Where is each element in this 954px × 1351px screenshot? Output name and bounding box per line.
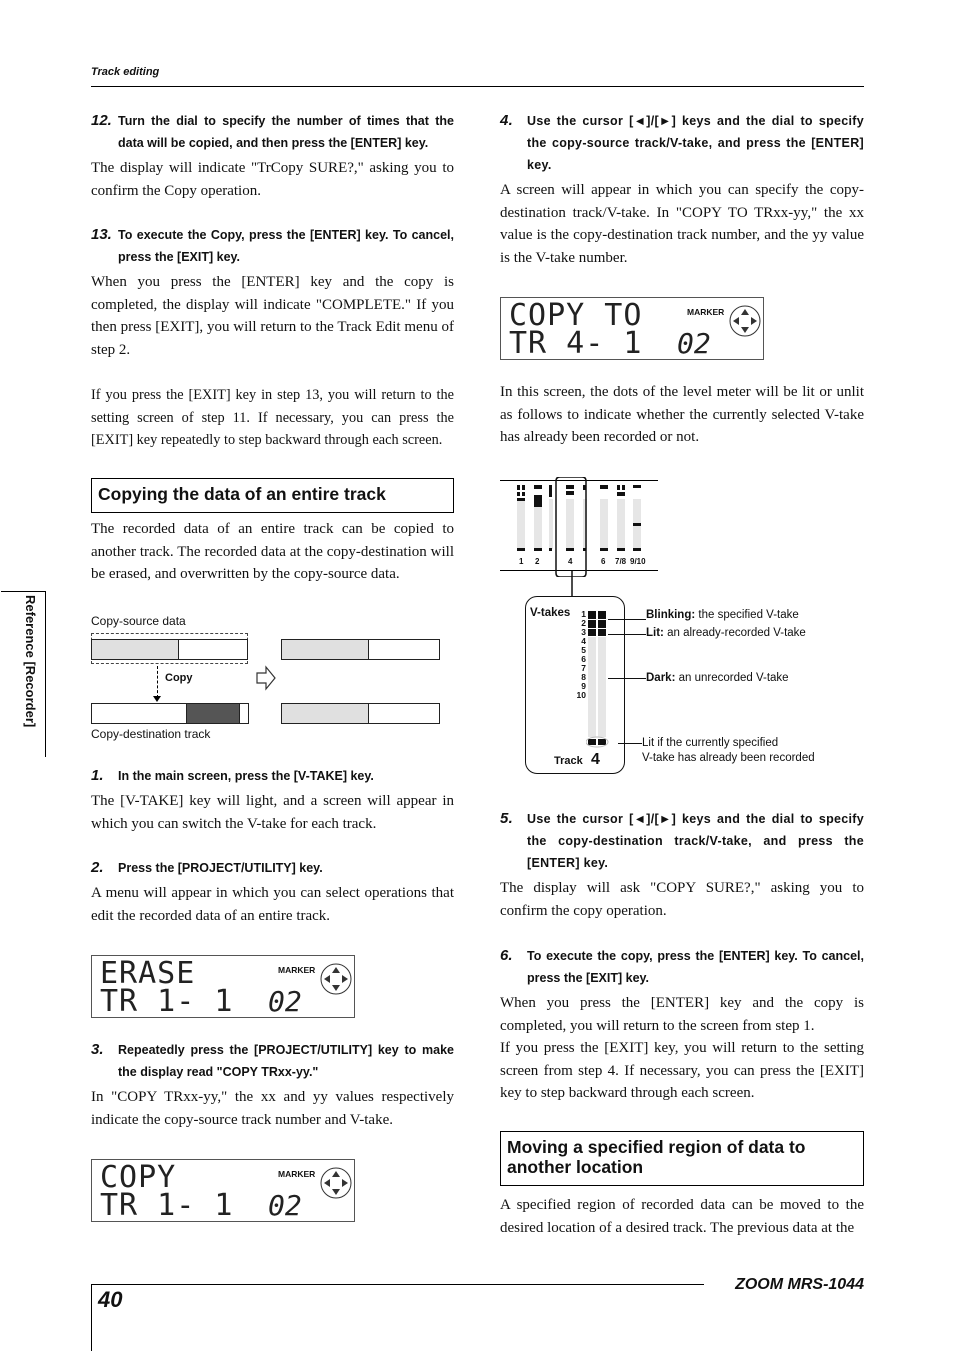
vtakes-label: V-takes bbox=[530, 607, 571, 619]
lcd-line-2: TR 1- 1 bbox=[100, 984, 234, 1019]
section-heading-2: Moving a specified region of data to another location bbox=[500, 1131, 864, 1186]
step-text: In the main screen, press the [V-TAKE] key. bbox=[118, 769, 374, 783]
paragraph: If you press the [EXIT] key in step 13, you will return to the setting screen of step 11. If necessary, you can press the [EXIT] key repeatedly to step backward through each screen. bbox=[91, 387, 454, 448]
lcd-value: 02 bbox=[677, 327, 711, 360]
result-bottom-white bbox=[368, 703, 440, 724]
callout-line bbox=[608, 619, 646, 620]
cursor-keys-icon bbox=[728, 304, 762, 338]
paragraph: The display will ask "COPY SURE?," asking you to confirm the copy operation. bbox=[500, 880, 864, 919]
step-number: 2. bbox=[91, 859, 104, 876]
step-text: Repeatedly press the [PROJECT/UTILITY] key to make the display read "COPY TRxx-yy." bbox=[118, 1043, 454, 1079]
paragraph: The recorded data of an entire track can be copied to another track. The recorded data at the copy-destination will be erased, and overwritten by the copy-source data. bbox=[91, 521, 454, 582]
callout-line bbox=[618, 743, 642, 744]
step-text: Use the cursor [◄]/[►] keys and the dial to specify the copy-source track/V-take, and press the [ENTER] key. bbox=[527, 114, 864, 172]
legend-bottom-note bbox=[642, 736, 815, 766]
lcd-value: 02 bbox=[268, 985, 302, 1018]
step-number: 12. bbox=[91, 112, 112, 129]
dest-label: Copy-destination track bbox=[91, 727, 211, 741]
legend-lit bbox=[646, 627, 806, 639]
lcd-line-1: COPY TO bbox=[509, 298, 643, 333]
result-top-white bbox=[368, 639, 440, 660]
vtake-number: 6 bbox=[581, 654, 586, 664]
legend-blinking bbox=[646, 609, 799, 621]
vtake-number: 9 bbox=[581, 681, 586, 691]
callout-line bbox=[608, 634, 646, 635]
result-top-gray bbox=[281, 639, 369, 660]
dest-bar-end bbox=[239, 703, 249, 724]
source-bar-gray bbox=[91, 639, 179, 660]
marker-label: MARKER bbox=[687, 307, 725, 317]
step-1 bbox=[91, 765, 454, 787]
step-13 bbox=[91, 224, 454, 268]
vtake-numbers bbox=[574, 610, 586, 700]
result-arrow-icon bbox=[255, 665, 277, 691]
step-5 bbox=[500, 808, 864, 874]
source-bar-white bbox=[178, 639, 248, 660]
paragraph: The [V-TAKE] key will light, and a screen will appear in which you can switch the V-take for each track. bbox=[91, 793, 454, 832]
result-bottom-gray bbox=[281, 703, 369, 724]
vtake-number: 2 bbox=[581, 618, 586, 628]
step-6 bbox=[500, 945, 864, 989]
copy-arrow-line bbox=[157, 666, 158, 698]
legend-note-line: Lit if the currently specified bbox=[642, 737, 779, 749]
legend-note-line: V-take has already been recorded bbox=[642, 752, 815, 764]
lcd-line-2: TR 4- 1 bbox=[509, 326, 643, 361]
footer-vertical-rule bbox=[91, 1284, 92, 1351]
header-rule bbox=[91, 86, 864, 87]
lcd-copy bbox=[91, 1159, 355, 1222]
vtake-number: 3 bbox=[581, 627, 586, 637]
track-number: 1 bbox=[519, 557, 524, 566]
step-number: 3. bbox=[91, 1041, 104, 1058]
track-number: 7/8 bbox=[615, 557, 627, 566]
paragraph: In "COPY TRxx-yy," the xx and yy values respectively indicate the copy-source track number and V-take. bbox=[91, 1089, 454, 1128]
legend-desc: the specified V-take bbox=[695, 609, 799, 621]
vtake-number: 4 bbox=[581, 636, 586, 646]
paragraph: A menu will appear in which you can select operations that edit the recorded data of an entire track. bbox=[91, 885, 454, 924]
page-number: 40 bbox=[98, 1287, 123, 1312]
track-number: 9/10 bbox=[630, 557, 646, 566]
paragraph: The display will indicate "TrCopy SURE?," asking you to confirm the Copy operation. bbox=[91, 160, 454, 199]
copy-arrow-head bbox=[153, 696, 161, 702]
cursor-keys-icon bbox=[319, 962, 353, 996]
step-text: Turn the dial to specify the number of times that the data will be copied, and then press the [ENTER] key. bbox=[118, 114, 454, 150]
track-number: 2 bbox=[535, 557, 540, 566]
copy-diagram bbox=[91, 614, 454, 744]
zoom-connector bbox=[568, 571, 576, 599]
step-text: To execute the copy, press the [ENTER] key. To cancel, press the [EXIT] key. bbox=[527, 949, 864, 985]
legend-term: Blinking: bbox=[646, 609, 696, 621]
copy-label: Copy bbox=[165, 672, 193, 684]
track-label: Track bbox=[554, 755, 583, 767]
running-header: Track editing bbox=[91, 66, 160, 78]
callout-line bbox=[608, 678, 646, 679]
step-text: Press the [PROJECT/UTILITY] key. bbox=[118, 861, 323, 875]
lcd-copy-to bbox=[500, 297, 764, 360]
legend-desc: an already-recorded V-take bbox=[663, 627, 806, 639]
marker-label: MARKER bbox=[278, 1169, 316, 1179]
step-number: 13. bbox=[91, 226, 112, 243]
step-12 bbox=[91, 110, 454, 154]
legend-desc: an unrecorded V-take bbox=[675, 672, 789, 684]
step-number: 4. bbox=[500, 112, 514, 129]
lcd-line-1: ERASE bbox=[100, 956, 196, 991]
legend-term: Dark: bbox=[646, 672, 676, 684]
paragraph: A screen will appear in which you can specify the copy-destination track/V-take. In "COPY TO TRxx-yy," the xx value is the copy-destination track number, and the yy value is the V-take number. bbox=[500, 182, 864, 266]
vtake-number: 7 bbox=[581, 663, 586, 673]
lcd-line-2: TR 1- 1 bbox=[100, 1188, 234, 1223]
paragraph: A specified region of recorded data can be moved to the desired location of a desired track. The previous data at the bbox=[500, 1197, 864, 1236]
step-3 bbox=[91, 1039, 454, 1083]
paragraph: When you press the [ENTER] key and the copy is completed, you will return to the screen from step 1. bbox=[500, 995, 864, 1034]
vtake-number: 5 bbox=[581, 645, 586, 655]
side-tab bbox=[1, 591, 46, 757]
lcd-erase bbox=[91, 955, 355, 1018]
step-4 bbox=[500, 110, 864, 176]
step-text: Use the cursor [◄]/[►] keys and the dial to specify the copy-destination track/V-take, and press the [ENTER] key. bbox=[527, 812, 864, 870]
marker-label: MARKER bbox=[278, 965, 316, 975]
vtake-number: 1 bbox=[581, 609, 586, 619]
side-tab-label: Reference [Recorder] bbox=[23, 595, 38, 728]
legend-term: Lit: bbox=[646, 627, 664, 639]
step-text: To execute the Copy, press the [ENTER] key. To cancel, press the [EXIT] key. bbox=[118, 228, 454, 264]
section-heading: Copying the data of an entire track bbox=[91, 478, 454, 513]
vtake-cells bbox=[586, 607, 610, 751]
step-number: 5. bbox=[500, 810, 514, 827]
track-value: 4 bbox=[591, 751, 600, 768]
footer-rule bbox=[91, 1284, 704, 1285]
product-name: ZOOM MRS-1044 bbox=[735, 1276, 864, 1293]
track-number: 6 bbox=[601, 557, 606, 566]
paragraph: In this screen, the dots of the level meter will be lit or unlit as follows to indicate whether the currently selected V-take has already been recorded or not. bbox=[500, 384, 864, 445]
track-number: 4 bbox=[568, 557, 573, 566]
step-number: 6. bbox=[500, 947, 513, 964]
vtake-number: 10 bbox=[576, 690, 586, 700]
step-2 bbox=[91, 857, 454, 879]
paragraph: When you press the [ENTER] key and the copy is completed, the display will indicate "COMPLETE." If you then press [EXIT], you will return to the Track Edit menu of step 2. bbox=[91, 274, 454, 358]
cursor-keys-icon bbox=[319, 1166, 353, 1200]
lcd-line-1: COPY bbox=[100, 1160, 177, 1195]
dest-bar-dark bbox=[186, 703, 240, 724]
legend-dark bbox=[646, 672, 789, 684]
step-number: 1. bbox=[91, 767, 104, 784]
source-label: Copy-source data bbox=[91, 614, 186, 628]
vtake-number: 8 bbox=[581, 672, 586, 682]
lcd-value: 02 bbox=[268, 1189, 302, 1222]
paragraph: If you press the [EXIT] key, you will return to the setting screen from step 4. If necessary, you can press the [EXIT] key to step backward through each screen. bbox=[500, 1040, 864, 1101]
level-meter-diagram bbox=[500, 477, 864, 777]
dest-bar-white bbox=[91, 703, 187, 724]
